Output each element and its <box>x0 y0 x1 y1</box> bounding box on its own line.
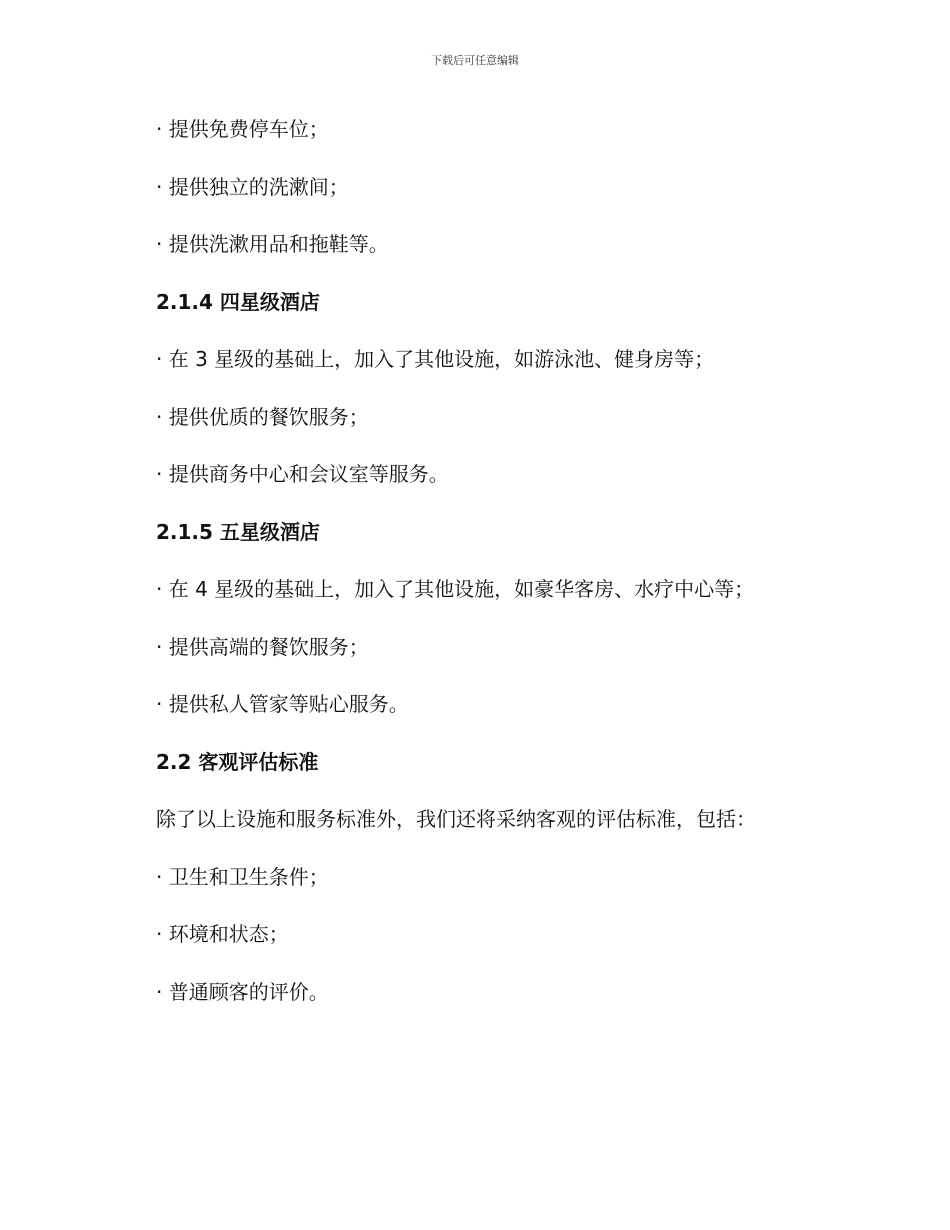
bullet-toiletries-slippers: · 提供洗漱用品和拖鞋等。 <box>156 232 389 256</box>
document-body <box>156 112 836 1032</box>
section-heading-5-star: 2.1.5 五星级酒店 <box>156 519 320 544</box>
bullet-5-star-facilities: · 在 4 星级的基础上，加入了其他设施，如豪华客房、水疗中心等； <box>156 577 755 601</box>
bullet-quality-dining: · 提供优质的餐饮服务； <box>156 404 369 429</box>
paragraph-criteria-intro: 除了以上设施和服务标准外，我们还将采纳客观的评估标准，包括： <box>156 807 756 831</box>
bullet-butler-service: · 提供私人管家等贴心服务。 <box>156 692 409 716</box>
bullet-environment: · 环境和状态； <box>156 922 289 946</box>
section-heading-4-star: 2.1.4 四星级酒店 <box>156 289 320 314</box>
bullet-free-parking: · 提供免费停车位； <box>156 117 329 141</box>
bullet-business-center: · 提供商务中心和会议室等服务。 <box>156 462 449 486</box>
page-header: 下载后可任意编辑 <box>431 54 519 67</box>
bullet-customer-reviews: · 普通顾客的评价。 <box>156 979 329 1004</box>
bullet-4-star-facilities: · 在 3 星级的基础上，加入了其他设施，如游泳池、健身房等； <box>156 347 715 371</box>
section-heading-objective-criteria: 2.2 客观评估标准 <box>156 749 319 774</box>
bullet-private-bathroom: · 提供独立的洗漱间； <box>156 174 349 199</box>
bullet-high-end-dining: · 提供高端的餐饮服务； <box>156 634 369 659</box>
bullet-hygiene: · 卫生和卫生条件； <box>156 864 329 889</box>
